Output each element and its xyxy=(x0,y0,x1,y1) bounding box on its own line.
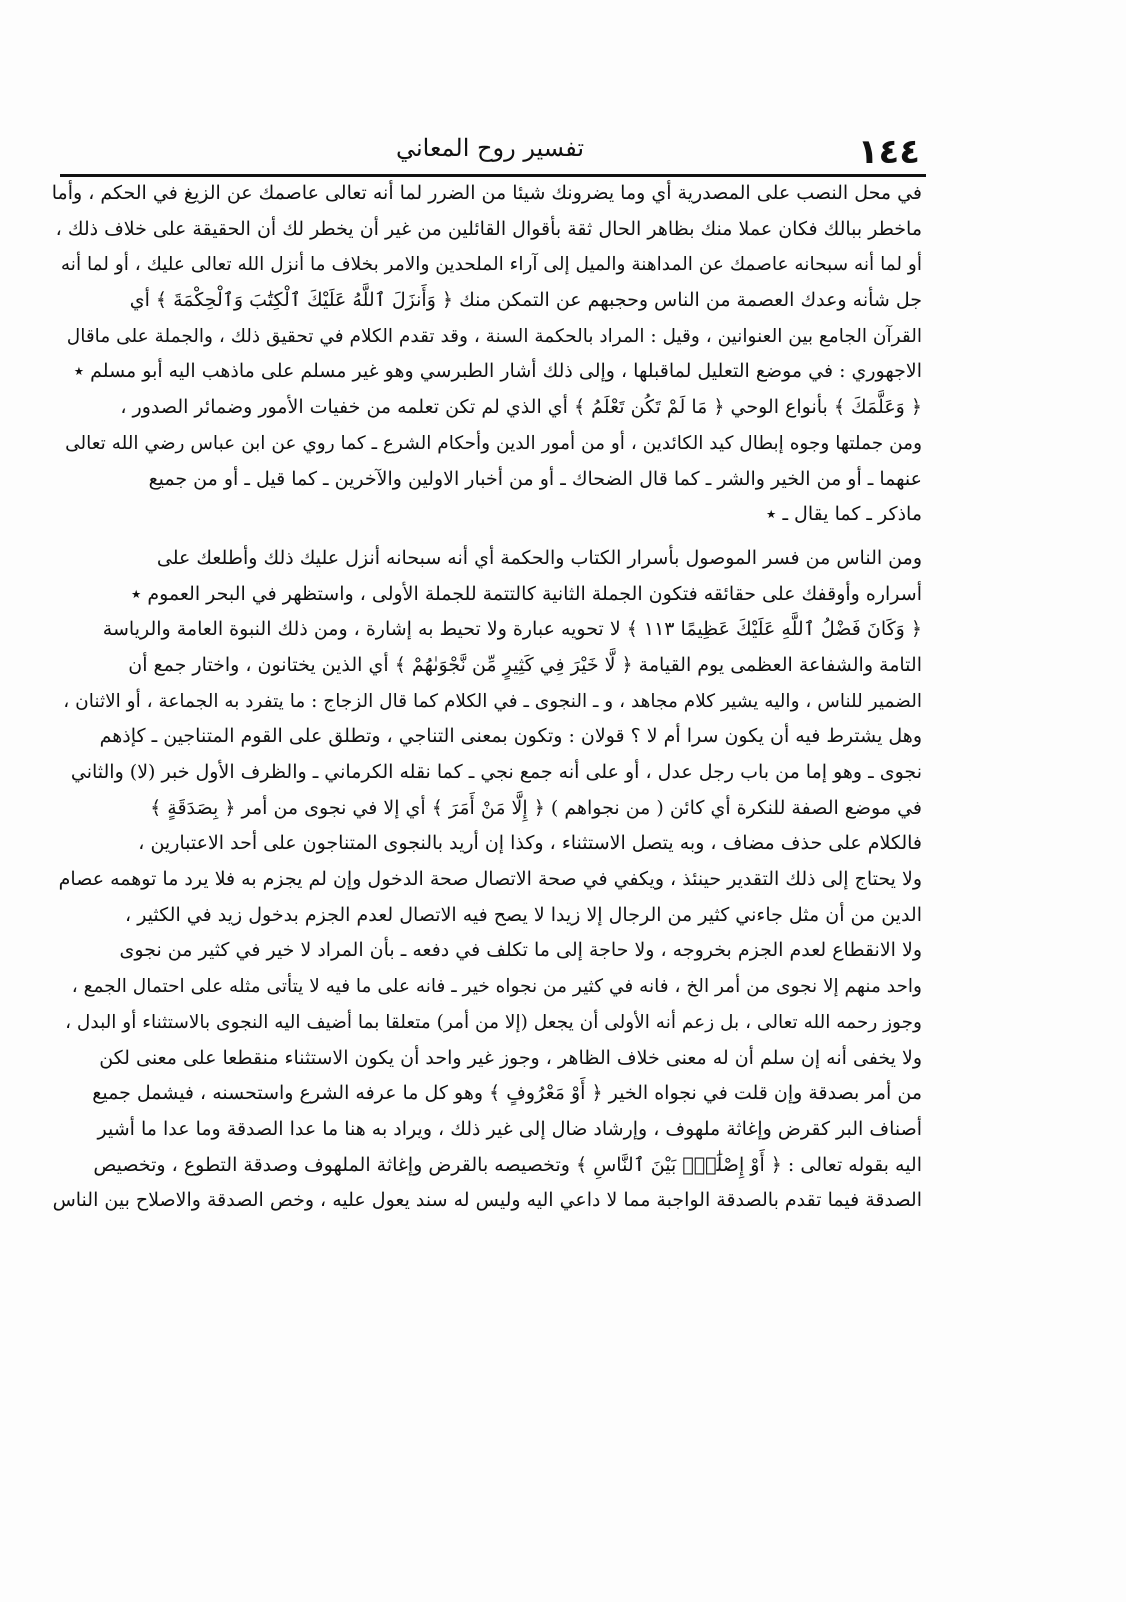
text-line: من أمر بصدقة وإن قلت في نجواه الخير ﴿ أَوْ مَعْرُوفٍ ﴾ وهو كل ما عرفه الشرع واستحسنه ، فيشمل جميع xyxy=(92,1082,922,1105)
text-line: ومن الناس من فسر الموصول بأسرار الكتاب والحكمة أي أنه سبحانه أنزل عليك ذلك وأطلعك على xyxy=(156,546,922,569)
text-line: ماخطر ببالك فكان عملا منك بظاهر الحال ثقة بأقوال القائلين من غير أن يخطر لك أن الحقيقة على خلاف ذلك ، xyxy=(55,217,922,240)
text-line: في موضع الصفة للنكرة أي كائن ( من نجواهم ) ﴿ إِلَّا مَنْ أَمَرَ ﴾ أي إلا في نجوى من أمر ﴿ بِصَدَقَةٍ ﴾ xyxy=(150,796,922,819)
text-line: واحد منهم إلا نجوى من أمر الخ ، فانه في كثير من نجواه خير ـ فانه على ما فيه لا يتأتى مثله على احتمال الجمع ، xyxy=(71,976,922,998)
text-line: الضمير للناس ، واليه يشير كلام مجاهد ، و ـ النجوى ـ في الكلام كما قال الزجاج : ما يتفرد به الجماعة ، أو الاثنان ، xyxy=(63,690,922,712)
text-line: وهل يشترط فيه أن يكون سرا أم لا ؟ قولان : وتكون بمعنى التناجي ، وتطلق على القوم المتناجين ـ كإذهم xyxy=(99,725,922,748)
text-line: الدين من أن مثل جاءني كثير من الرجال إلا زيدا لا يصح فيه الاتصال لعدم الجزم بدخول زيد في الكثير ، xyxy=(125,903,922,926)
paragraph xyxy=(50,176,922,533)
text-line: ماذكر ـ كما يقال ـ ٭ xyxy=(766,503,922,526)
text-line: ولا يحتاج إلى ذلك التقدير حينئذ ، ويكفي في صحة الاتصال صحة الدخول وإن لم يجزم به فلا يرد ما توهمه عصام xyxy=(58,868,922,891)
text-line: أو لما أنه سبحانه عاصمك عن المداهنة والميل إلى آراء الملحدين والامر بخلاف ما أنزل الله تعالى عليك ، أو لما أنه xyxy=(60,254,922,276)
paragraph-gap xyxy=(50,533,922,541)
text-line: عنهما ـ أو من الخير والشر ـ كما قال الضحاك ـ أو من أخبار الاولين والآخرين ـ كما قيل ـ أو من جميع xyxy=(148,467,922,490)
text-line: ومن جملتها وجوه إبطال كيد الكائدين ، أو من أمور الدين وأحكام الشرع ـ كما روي عن ابن عباس رضي الله تعالى xyxy=(65,432,922,454)
text-line: أسراره وأوقفك على حقائقه فتكون الجملة الثانية كالتتمة للجملة الأولى ، واستظهر في البحر العموم ٭ xyxy=(130,582,922,605)
text-line: الاجهوري : في موضع التعليل لماقبلها ، وإلى ذلك أشار الطبرسي وهو غير مسلم على ماذهب اليه أبو مسلم ٭ xyxy=(73,360,922,383)
body-text xyxy=(50,176,922,1219)
text-line: أصناف البر كقرض وإغاثة ملهوف ، وإرشاد ضال إلى غير ذلك ، ويراد به هنا ما عدا الصدقة وما عدا ما أشير xyxy=(97,1117,922,1140)
text-line: ﴿ وَعَلَّمَكَ ﴾ بأنواع الوحي ﴿ مَا لَمْ تَكُن تَعْلَمُ ﴾ أي الذي لم تكن تعلمه من خفيات الأمور وضمائر الصدور ، xyxy=(120,396,922,419)
text-line: التامة والشفاعة العظمى يوم القيامة ﴿ لَّا خَيْرَ فِي كَثِيرٍ مِّن نَّجْوَىٰهُمْ ﴾ أي الذين يختانون ، واختار جمع أن xyxy=(128,653,922,676)
text-line: وجوز رحمه الله تعالى ، بل زعم أنه الأولى أن يجعل (إلا من أمر) متعلقا بما أضيف اليه النجوى بالاستثناء أو البدل ، xyxy=(65,1011,922,1033)
text-line: الصدقة فيما تقدم بالصدقة الواجبة مما لا داعي اليه وليس له سند يعول عليه ، وخص الصدقة والاصلاح بين الناس xyxy=(52,1189,922,1212)
paragraph xyxy=(50,541,922,1219)
text-line: القرآن الجامع بين العنوانين ، وقيل : المراد بالحكمة السنة ، وقد تقدم الكلام في تحقيق ذلك ، والجملة على ماقال xyxy=(66,325,922,347)
text-line: ولا يخفى أنه إن سلم أن له معنى خلاف الظاهر ، وجوز غير واحد أن يكون الاستثناء منقطعا على معنى لكن xyxy=(99,1046,922,1069)
text-line: جل شأنه وعدك العصمة من الناس وحجبهم عن التمكن منك ﴿ وَأَنزَلَ ٱللَّهُ عَلَيْكَ ٱلْكِتَٰبَ وَٱلْحِكْمَةَ ﴾ أي xyxy=(129,289,922,312)
page-number: ١٤٤ xyxy=(857,132,920,172)
text-line: ﴿ وَكَانَ فَضْلُ ٱللَّهِ عَلَيْكَ عَظِيمًا ١١٣ ﴾ لا تحويه عبارة ولا تحيط به إشارة ، ومن ذلك النبوة العامة والرياسة xyxy=(102,618,922,641)
text-line: فالكلام على حذف مضاف ، وبه يتصل الاستثناء ، وكذا إن أريد بالنجوى المتناجون على أحد الاعتبارين ، xyxy=(138,832,922,855)
running-title: تفسير روح المعاني xyxy=(395,134,585,162)
text-line: نجوى ـ وهو إما من باب رجل عدل ، أو على أنه جمع نجي ـ كما نقله الكرماني ـ والظرف الأول خبر (لا) والثاني xyxy=(70,761,922,783)
page-header xyxy=(60,128,920,172)
text-line: اليه بقوله تعالى : ﴿ أَوْ إِصْلَٰحٍۭ بَيْنَ ٱلنَّاسِ ﴾ وتخصيصه بالقرض وإغاثة الملهوف وصدقة التطوع ، وتخصيص xyxy=(93,1153,922,1176)
text-line: في محل النصب على المصدرية أي وما يضرونك شيئا من الضرر لما أنه تعالى عاصمك عن الزيغ في الحكم ، وأما xyxy=(51,182,922,204)
text-line: ولا الانقطاع لعدم الجزم بخروجه ، ولا حاجة إلى ما تكلف في دفعه ـ بأن المراد لا خير في كثير من نجوى xyxy=(119,939,922,962)
